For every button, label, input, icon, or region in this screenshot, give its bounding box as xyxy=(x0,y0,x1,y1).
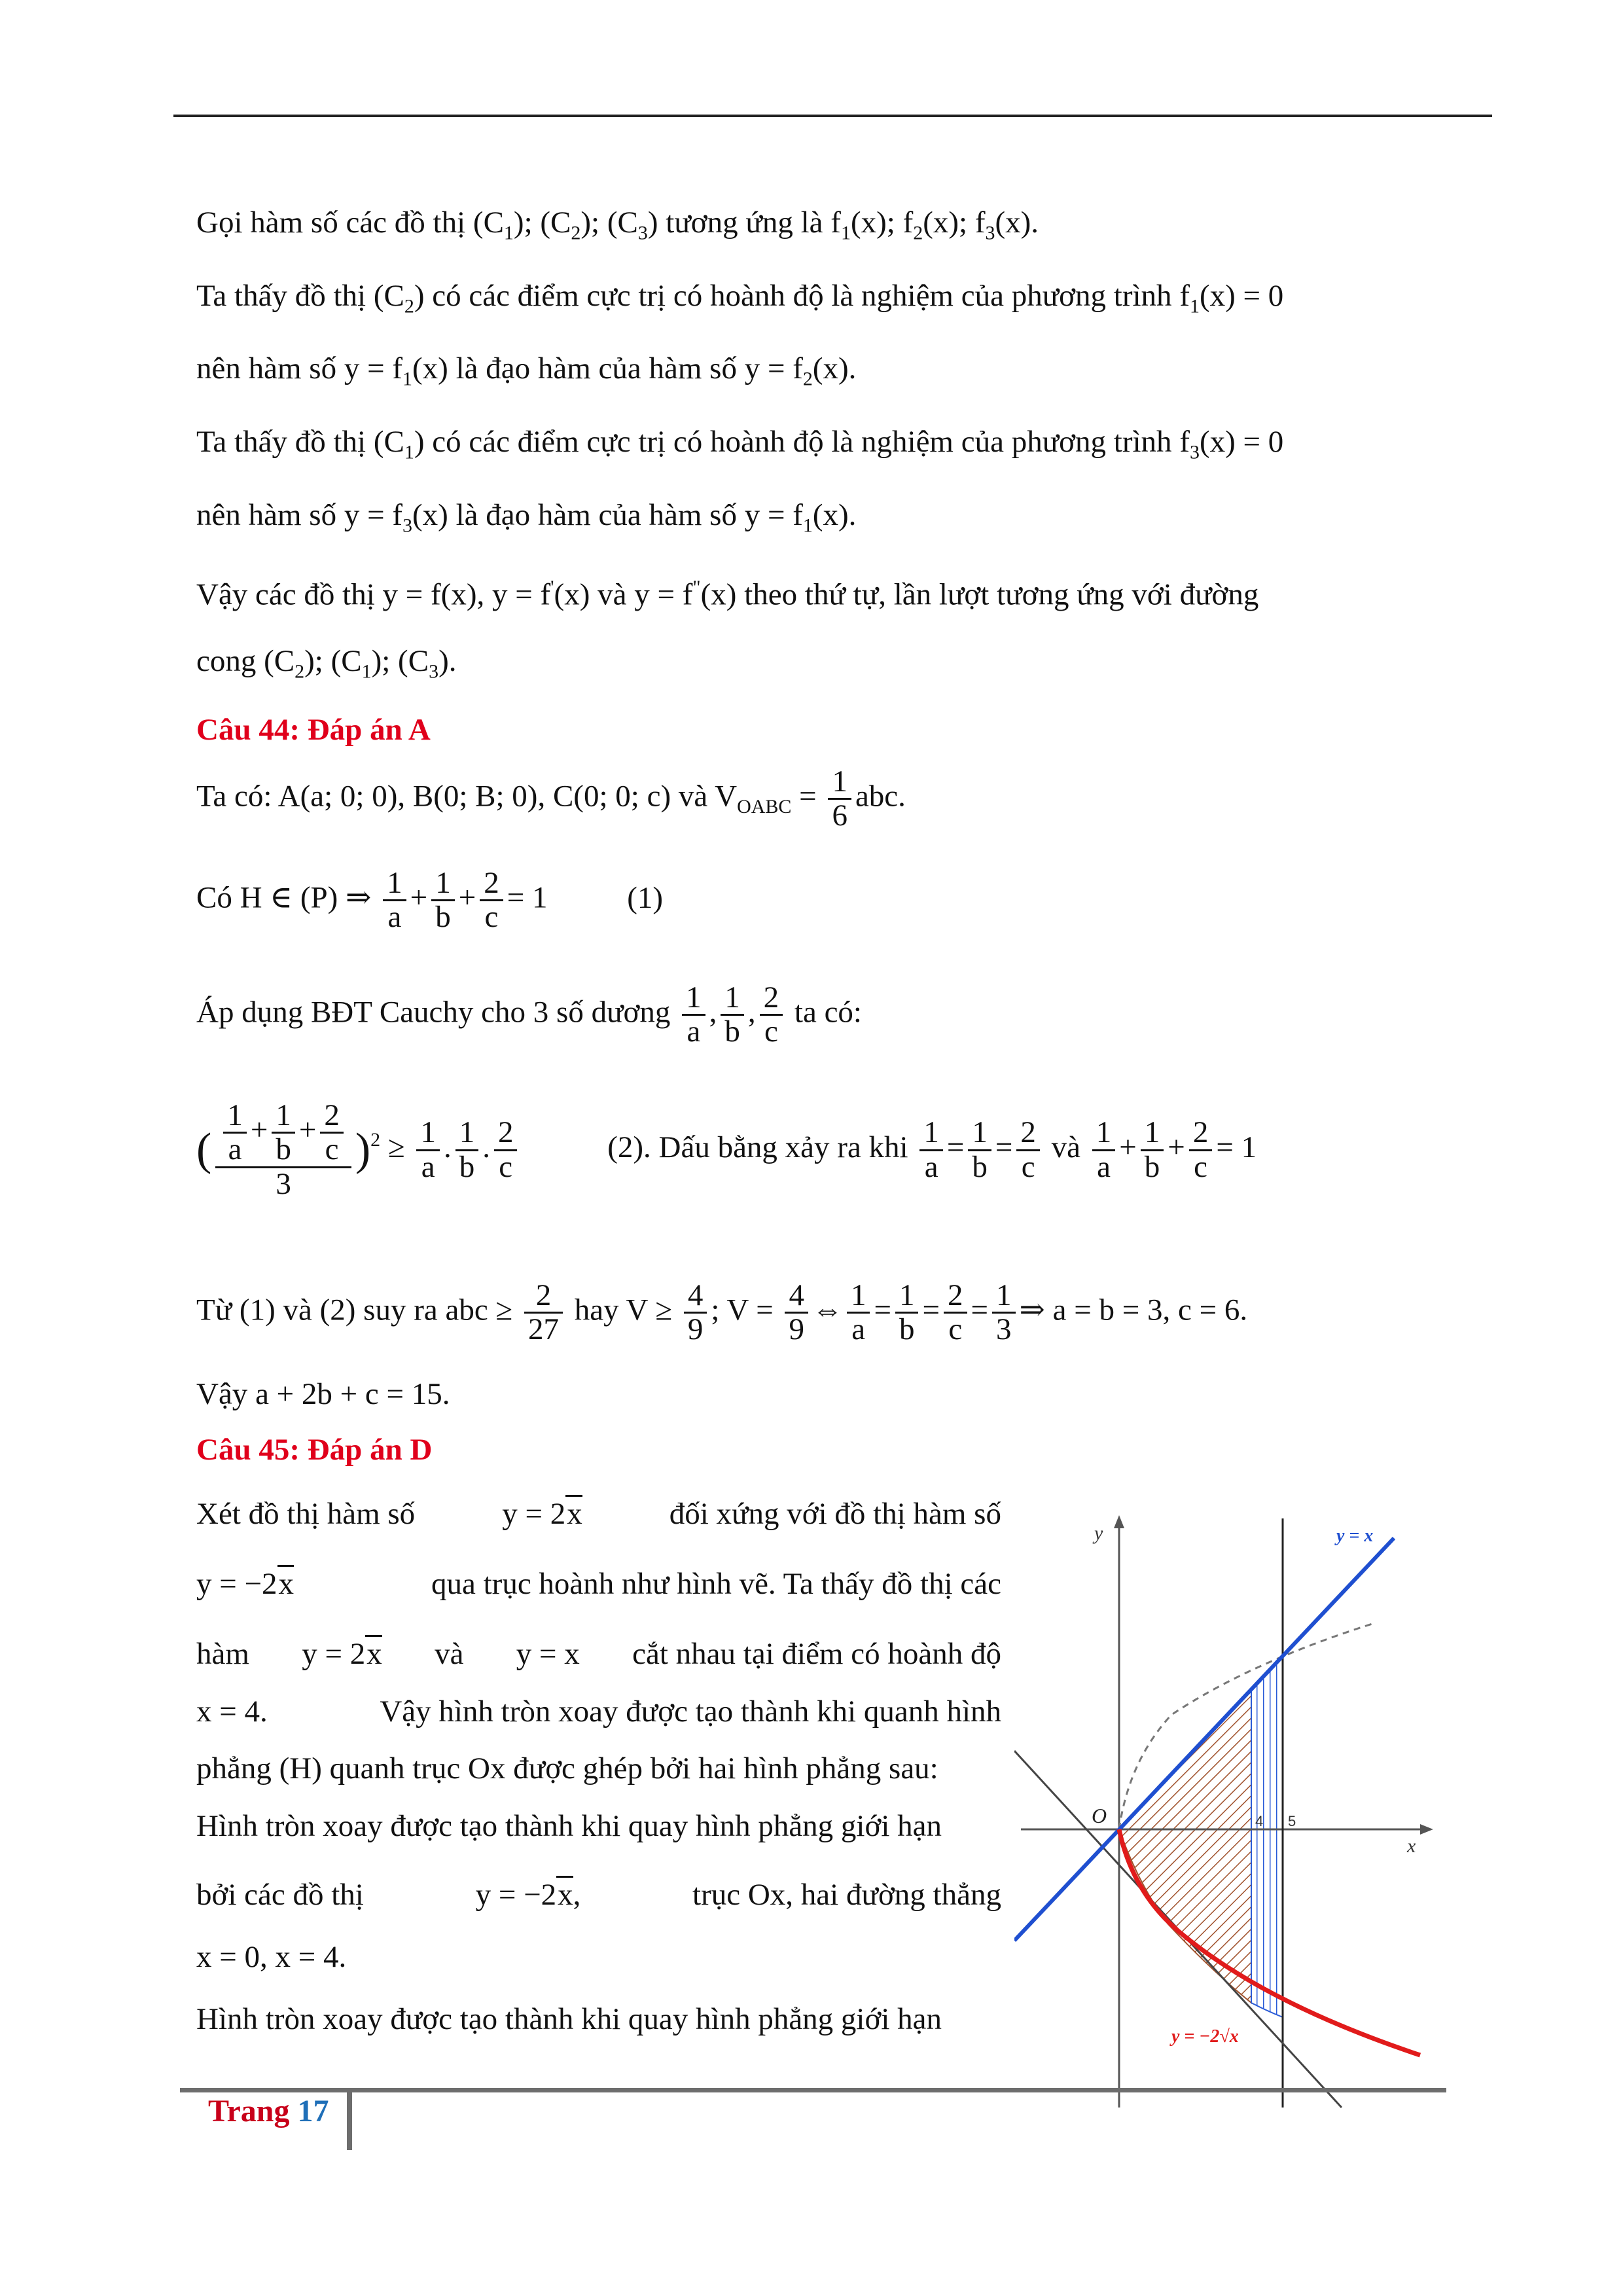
fraction: $\frac{1}{b}$ xyxy=(968,1117,991,1183)
text: Vậy hình tròn xoay được tạo thành khi quanh hình xyxy=(380,1695,1001,1729)
fraction: $\frac{1}{a}$ xyxy=(1092,1117,1116,1183)
text: cắt nhau tại điểm có hoành độ xyxy=(632,1637,1001,1671)
tick-5: 5 xyxy=(1288,1813,1296,1829)
fraction: $\frac{1}{3}$ xyxy=(992,1280,1016,1346)
text: Từ (1) và (2) suy ra xyxy=(196,1293,438,1327)
text: Gọi hàm số các đồ thị xyxy=(196,206,466,240)
text: Vậy xyxy=(196,1377,248,1411)
text: Dấu bằng xảy ra khi xyxy=(658,1130,908,1164)
text: là đạo hàm của hàm số xyxy=(455,351,737,386)
hatched-region xyxy=(1119,1690,1251,2003)
text: Hình tròn xoay được tạo thành khi quay hình phẳng giới hạn xyxy=(196,1809,942,1843)
text-line: cong $(C_2)$; $(C_1)$; $(C_3)$. xyxy=(196,644,457,683)
y-axis-arrow xyxy=(1114,1515,1124,1528)
text-line: Từ (1) và (2) suy ra abc ≥ $\frac{2}{27}$ hay V ≥ $\frac{4}{9}$ ; V = $\frac{4}{9}$ ⇔ $\frac{1}{a}$ = $\frac{1}{b}$ = $\frac{2}{c}$ = $\frac{1}{3}$ ⇒ a = b = 3, c = 6. xyxy=(196,1278,1248,1347)
fraction: $\frac{1}{b}$ xyxy=(895,1280,919,1346)
y-axis-label: y xyxy=(1094,1522,1103,1544)
text: là đạo hàm của hàm số xyxy=(455,498,737,532)
text: tương ứng là xyxy=(666,206,823,240)
text-line: hàm y = 2x và y = x cắt nhau tại điểm có hoành độ xyxy=(196,1634,1001,1674)
text-line: Ta thấy đồ thị $(C_2)$ có các điểm cực trị có hoành độ là nghiệm của phương trình $f_1(x) = 0$ xyxy=(196,279,1284,317)
hatched-strip xyxy=(1251,1657,1283,2017)
fraction: $\frac{1}{a}$ xyxy=(919,1117,943,1183)
text: ta có: xyxy=(794,995,862,1030)
fraction: $\frac{1}{a}$ xyxy=(416,1117,440,1183)
text-line: Ta thấy đồ thị $(C_1)$ có các điểm cực trị có hoành độ là nghiệm của phương trình $f_3(x) = 0$ xyxy=(196,425,1284,463)
fraction: $\frac{2}{c}$ xyxy=(1016,1117,1040,1183)
text: hay xyxy=(574,1293,619,1327)
fraction: $\frac{2}{c}$ xyxy=(944,1280,967,1346)
text: Ta thấy đồ thị xyxy=(196,425,366,459)
fraction: $\frac{2}{c}$ xyxy=(494,1117,518,1183)
text-line: Ta có: A(a; 0; 0), B(0; B; 0), C(0; 0; c) và $V_{OABC}$ = $\frac{1}{6}$ abc. xyxy=(196,764,906,833)
text-line: ( $\frac{1}{a}$ + $\frac{1}{b}$ + $\frac{2}{c}$ 3 )$^2$ ≥ $\frac{1}{a}$ . $\frac{1}{b}$ . $\frac{2}{c}$ (2). Dấu bằng xảy ra khi $\frac{1}{a}$ = $\frac{1}{b}$ = $\frac{2}{c}$ và $\frac{1}{a}$ + $\frac{1}{b}$ + $\frac{2}{c}$ = 1 xyxy=(196,1098,1257,1201)
text: và xyxy=(1051,1130,1081,1164)
fraction: $\frac{4}{9}$ xyxy=(684,1280,707,1346)
text: có các điểm cực trị có hoành độ là nghiệm của phương trình xyxy=(432,425,1172,459)
text-line xyxy=(196,1806,942,1846)
text-line: bởi các đồ thị y = −2x, trục Ox, hai đường thẳng xyxy=(196,1875,1001,1914)
text-line: Áp dụng BĐT Cauchy cho 3 số dương $\frac{1}{a}$ , $\frac{1}{b}$ , $\frac{2}{c}$ ta có: xyxy=(196,980,862,1049)
line-label: y = x xyxy=(1336,1526,1374,1546)
fraction: $\frac{1}{a}$ xyxy=(383,867,406,934)
fraction: $\frac{1}{a}$ xyxy=(682,982,705,1049)
text: Áp dụng BĐT Cauchy cho 3 số dương xyxy=(196,995,671,1030)
fraction: $\frac{2}{c}$ xyxy=(760,982,783,1049)
fraction: $\frac{2}{27}$ xyxy=(524,1280,563,1346)
question-heading: Câu 44: Đáp án A xyxy=(196,713,431,747)
text: hàm xyxy=(196,1637,249,1671)
area-graph xyxy=(1014,1499,1440,2114)
text: bởi các đồ thị xyxy=(196,1878,364,1912)
page-number-value: 17 xyxy=(297,2094,329,2128)
text-line: x = 4. Vậy hình tròn xoay được tạo thành khi quanh hình xyxy=(196,1692,1001,1731)
text-line: Có H ∈ (P) ⇒ $\frac{1}{a}$ + $\frac{1}{b}$ + $\frac{2}{c}$ = 1 (1) xyxy=(196,866,664,935)
text: và xyxy=(597,577,627,612)
footer-divider xyxy=(347,2088,352,2150)
origin-label: O xyxy=(1092,1804,1107,1827)
text: qua trục hoành như hình vẽ. Ta thấy đồ thị các xyxy=(431,1567,1001,1601)
text: Ta có: xyxy=(196,779,272,814)
text-line: nên hàm số $y = f_3(x)$ là đạo hàm của hàm số $y = f_1(x)$. xyxy=(196,498,857,537)
x-axis-label: x xyxy=(1407,1835,1416,1857)
text-line: Vậy các đồ thị y = f(x), y = f'(x) và y = f"(x) theo thứ tự, lần lượt tương ứng với đường xyxy=(196,577,1259,612)
curve-label: y = −2√x xyxy=(1171,2026,1239,2047)
text: theo thứ tự, lần lượt tương ứng với đường xyxy=(744,577,1259,612)
text-line: Gọi hàm số các đồ thị $(C_1)$; $(C_2)$; $(C_3)$ tương ứng là $f_1(x)$; $f_2(x)$; $f_3(x)$. xyxy=(196,206,1039,244)
text-line: x = 0, x = 4. xyxy=(196,1940,347,1974)
fraction: $\frac{1}{a}$ xyxy=(847,1280,870,1346)
text-line: Xét đồ thị hàm số y = 2x đối xứng với đồ thị hàm số xyxy=(196,1494,1001,1534)
fraction: $\frac{2}{c}$ xyxy=(480,867,503,934)
text: Xét đồ thị hàm số xyxy=(196,1497,416,1531)
text: có các điểm cực trị có hoành độ là nghiệm của phương trình xyxy=(432,279,1172,313)
text: Có xyxy=(196,880,232,915)
text-line xyxy=(196,1749,938,1788)
text: trục Ox, hai đường thẳng xyxy=(692,1878,1001,1912)
fraction: $\frac{1}{a}$ + $\frac{1}{b}$ + $\frac{2}{c}$ 3 xyxy=(215,1100,351,1200)
text: cong xyxy=(196,644,257,678)
text: nên hàm số xyxy=(196,351,337,386)
fraction: $\frac{1}{b}$ xyxy=(1141,1117,1164,1183)
text: và xyxy=(435,1637,464,1671)
text: Hình tròn xoay được tạo thành khi quay hình phẳng giới hạn xyxy=(196,2002,942,2036)
text-line: nên hàm số $y = f_1(x)$ là đạo hàm của hàm số $y = f_2(x)$. xyxy=(196,351,857,390)
fraction: $\frac{1}{b}$ xyxy=(455,1117,479,1183)
question-heading: Câu 45: Đáp án D xyxy=(196,1433,433,1467)
fraction: $\frac{1}{b}$ xyxy=(721,982,744,1049)
text: phẳng (H) quanh trục Ox được ghép bởi hai hình phẳng sau: xyxy=(196,1751,938,1785)
text: đối xứng với đồ thị hàm số xyxy=(669,1497,1001,1531)
text: Ta thấy đồ thị xyxy=(196,279,366,313)
page-number xyxy=(208,2093,329,2129)
fraction: $\frac{2}{c}$ xyxy=(1189,1117,1213,1183)
fraction: $\frac{4}{9}$ xyxy=(785,1280,808,1346)
text-line xyxy=(196,2000,942,2039)
tick-4: 4 xyxy=(1255,1813,1264,1829)
footer-rule xyxy=(180,2088,1446,2092)
text-line: y = −2x qua trục hoành như hình vẽ. Ta thấy đồ thị các xyxy=(196,1564,1001,1604)
page-label: Trang xyxy=(208,2094,290,2128)
text: và xyxy=(678,779,708,814)
header-rule xyxy=(173,115,1492,117)
text-line: Vậy a + 2b + c = 15. xyxy=(196,1377,450,1411)
x-axis-arrow xyxy=(1420,1824,1433,1835)
fraction: $\frac{1}{6}$ xyxy=(828,766,851,833)
text: nên hàm số xyxy=(196,498,337,532)
text: Vậy các đồ thị xyxy=(196,577,375,612)
fraction: $\frac{1}{b}$ xyxy=(431,867,455,934)
